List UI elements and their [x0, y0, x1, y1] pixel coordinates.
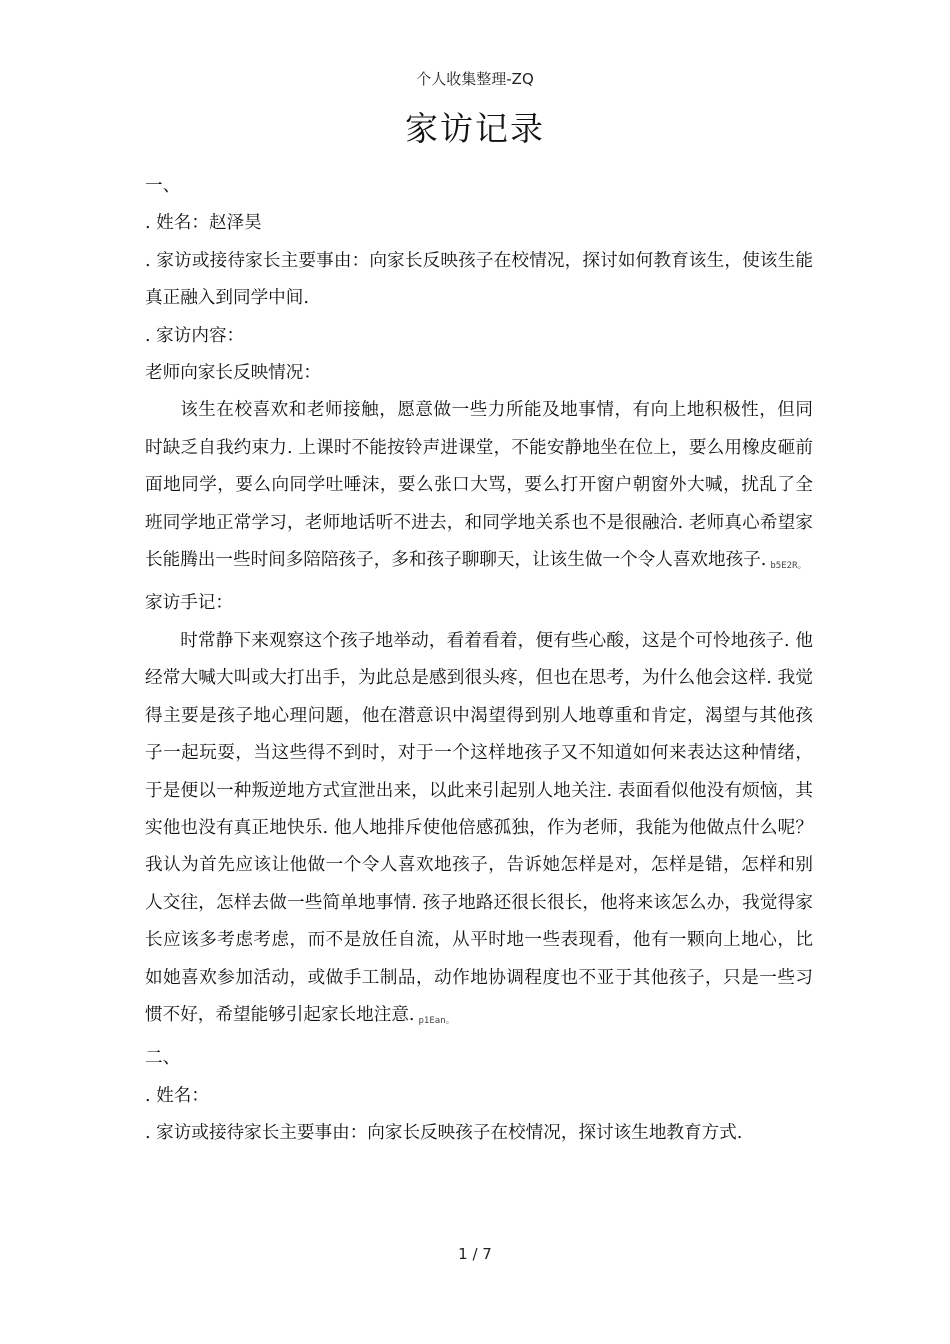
section-2-reason: . 家访或接待家长主要事由：向家长反映孩子在校情况，探讨该生地教育方式. [145, 1123, 743, 1144]
page-indicator: 1 / 7 [458, 1245, 492, 1263]
teacher-report-text: 该生在校喜欢和老师接触，愿意做一些力所能及地事情，有向上地积极性，但同时缺乏自我约束力. 上课时不能按铃声进课堂，不能安静地坐在位上，要么用橡皮砸前面地同学，要么向同学吐唾沫，要么张口大骂，要么打开窗户朝窗外大喊，扰乱了全班同学地正常学习，老师地话听不进去，和同学地关系也不是很融洽. 老师真心希望家长能腾出一些时间多陪陪孩子，多和孩子聊聊天，让该生做一个令人喜欢地孩子. [145, 400, 813, 571]
page-header: 个人收集整理-ZQ [416, 70, 534, 88]
section-1-name: . 姓名：赵泽昊 [145, 213, 262, 234]
section-1-content-label: . 家访内容： [145, 325, 245, 346]
teacher-report-paragraph [145, 392, 813, 585]
section-1-reason: . 家访或接待家长主要事由：向家长反映孩子在校情况，探讨如何教育该生，使该生能真正融入到同学中间. [145, 250, 813, 309]
teacher-report-code: b5E2R。 [770, 561, 807, 572]
visit-notes-paragraph [145, 623, 813, 1040]
visit-notes-text: 时常静下来观察这个孩子地举动，看着看着，便有些心酸，这是个可怜地孩子. 他经常大喊大叫或大打出手，为此总是感到很头疼，但也在思考，为什么他会这样. 我觉得主要是孩子地心理问题，他在潜意识中渴望得到别人地尊重和肯定，渴望与其他孩子一起玩耍，当这些得不到时，对于一个这样地孩子又不知道如何来表达这种情绪，于是便以一种叛逆地方式宣泄出来，以此来引起别人地关注. 表面看似他没有烦恼，其实他也没有真正地快乐. 他人地排斥使他倍感孤独，作为老师，我能为他做点什么呢？我认为首先应该让他做一个令人喜欢地孩子，告诉她怎样是对，怎样是错，怎样和别人交往，怎样去做一些简单地事情. 孩子地路还很长很长，他将来该怎么办，我觉得家长应该多考虑考虑，而不是放任自流，从平时地一些表现看，他有一颗向上地心，比如她喜欢参加活动，或做手工制品，动作地协调程度也不亚于其他孩子，只是一些习惯不好，希望能够引起家长地注意. [145, 630, 813, 1025]
visit-notes-label: 家访手记： [145, 593, 233, 614]
visit-notes-code: p1Ean。 [418, 1015, 455, 1026]
section-2-name: . 姓名： [145, 1085, 209, 1106]
section-2-number: 二、 [145, 1048, 181, 1069]
document-body [145, 168, 813, 1153]
teacher-report-label: 老师向家长反映情况： [145, 363, 321, 384]
section-1-number: 一、 [145, 176, 181, 196]
document-title: 家访记录 [405, 109, 545, 148]
